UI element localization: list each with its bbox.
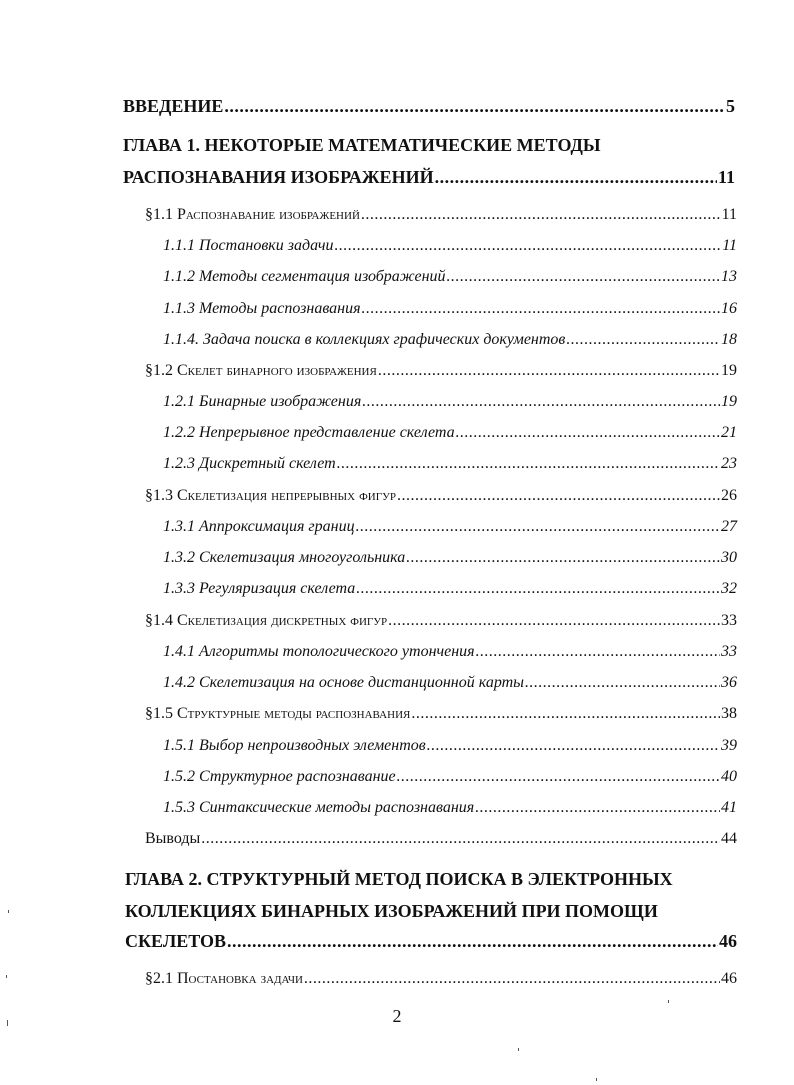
dot-leader [224,96,725,117]
toc-title: §1.5 Структурные методы распознавания [145,705,411,722]
toc-entry-1-3-3[interactable] [163,580,737,598]
toc-entry-conclusions[interactable] [145,830,737,848]
toc-title: 1.1.3 Методы распознавания [163,300,361,317]
dot-leader [456,424,720,442]
toc-page: 18 [721,331,737,348]
toc-title: СКЕЛЕТОВ [125,931,227,951]
dot-leader [378,362,720,380]
toc-page: 19 [721,362,737,379]
toc-chapter-1-heading: ГЛАВА 1. НЕКОТОРЫЕ МАТЕМАТИЧЕСКИЕ МЕТОДЫ [123,135,601,155]
toc-entry-1-3[interactable] [145,487,737,505]
toc-entry-chapter-1[interactable] [123,167,735,188]
toc-entry-introduction[interactable] [123,96,735,117]
toc-page: 16 [721,300,737,317]
toc-entry-1-1[interactable] [145,206,737,224]
toc-entry-1-3-2[interactable] [163,549,737,567]
scan-speck [596,1078,597,1081]
toc-title: 1.1.2 Методы сегментация изображений [163,268,446,285]
dot-leader [397,487,720,505]
toc-title: РАСПОЗНАВАНИЯ ИЗОБРАЖЕНИЙ [123,167,434,187]
toc-entry-1-2-1[interactable] [163,393,737,411]
toc-title: 1.3.1 Аппроксимация границ [163,518,355,535]
toc-title: ВВЕДЕНИЕ [123,96,224,116]
dot-leader [388,612,720,630]
toc-entry-1-3-1[interactable] [163,518,737,536]
toc-page: 11 [722,237,737,254]
toc-page: 19 [721,393,737,410]
dot-leader [356,518,720,536]
toc-title: 1.3.2 Скелетизация многоугольника [163,549,406,566]
toc-page: 36 [721,674,737,691]
toc-entry-1-2-2[interactable] [163,424,737,442]
toc-page: 46 [721,970,737,987]
dot-leader [356,580,720,598]
scan-speck [8,910,9,913]
toc-page: 11 [717,167,735,187]
toc-page: 21 [721,424,737,441]
toc-title: 1.4.1 Алгоритмы топологического утончения [163,643,475,660]
toc-page: 27 [721,518,737,535]
dot-leader [304,970,720,988]
toc-page: 13 [721,268,737,285]
dot-leader [337,455,720,473]
toc-page: 30 [721,549,737,566]
dot-leader [566,331,720,349]
toc-title: Выводы [145,830,201,847]
dot-leader [476,643,720,661]
dot-leader [227,931,718,952]
dot-leader [201,830,720,848]
toc-entry-1-5-2[interactable] [163,768,737,786]
toc-page: 26 [721,487,737,504]
toc-page: 40 [721,768,737,785]
toc-title: §1.1 Распознавание изображений [145,206,360,223]
toc-page: 23 [721,455,737,472]
toc-title: 1.1.1 Постановки задачи [163,237,334,254]
page-number: 2 [392,1006,402,1026]
toc-title: 1.5.2 Структурное распознавание [163,768,396,785]
toc-title: §1.4 Скелетизация дискретных фигур [145,612,388,629]
toc-title: 1.5.3 Синтаксические методы распознавания [163,799,475,816]
toc-entry-2-1[interactable] [145,970,737,988]
toc-entry-1-1-1[interactable] [163,237,737,255]
toc-page: 33 [721,612,737,629]
toc-title: 1.2.1 Бинарные изображения [163,393,362,410]
dot-leader [397,768,720,786]
toc-title: 1.2.3 Дискретный скелет [163,455,336,472]
toc-title: §2.1 Постановка задачи [145,970,303,987]
toc-page: 38 [721,705,737,722]
dot-leader [362,393,720,411]
toc-title: 1.4.2 Скелетизация на основе дистанционной карты [163,674,525,691]
toc-title: §1.3 Скелетизация непрерывных фигур [145,487,396,504]
toc-entry-1-5-3[interactable] [163,799,737,817]
scan-speck [668,1000,669,1003]
toc-page: 44 [721,830,737,847]
toc-page: 41 [721,799,737,816]
dot-leader [406,549,720,567]
toc-entry-1-4[interactable] [145,612,737,630]
toc-entry-1-1-3[interactable] [163,300,737,318]
toc-entry-1-4-2[interactable] [163,674,737,692]
toc-page: 32 [721,580,737,597]
scan-speck [518,1048,519,1051]
toc-entry-1-2-3[interactable] [163,455,737,473]
toc-page: 46 [719,931,737,951]
scan-speck [6,975,7,978]
toc-title: 1.5.1 Выбор непроизводных элементов [163,737,426,754]
toc-entry-1-4-1[interactable] [163,643,737,661]
toc-page: 11 [721,206,737,223]
toc-entry-1-1-4[interactable] [163,331,737,349]
toc-entry-1-5-1[interactable] [163,737,737,755]
toc-page: 33 [721,643,737,660]
toc-title: 1.1.4. Задача поиска в коллекциях графических документов [163,331,566,348]
toc-title: 1.2.2 Непрерывное представление скелета [163,424,455,441]
toc-entry-chapter-2[interactable] [125,931,737,952]
toc-title: §1.2 Скелет бинарного изображения [145,362,377,379]
toc-entry-1-5[interactable] [145,705,737,723]
dot-leader [525,674,720,692]
dot-leader [362,300,720,318]
dot-leader [427,737,720,755]
dot-leader [361,206,721,224]
scan-speck [7,1020,8,1026]
dot-leader [475,799,720,817]
dot-leader [411,705,720,723]
toc-entry-1-2[interactable] [145,362,737,380]
toc-chapter-2-heading-line-1: ГЛАВА 2. СТРУКТУРНЫЙ МЕТОД ПОИСКА В ЭЛЕКТРОННЫХ [125,869,673,889]
toc-chapter-2-heading-line-2: КОЛЛЕКЦИЯХ БИНАРНЫХ ИЗОБРАЖЕНИЙ ПРИ ПОМОЩИ [125,901,658,921]
toc-title: 1.3.3 Регуляризация скелета [163,580,356,597]
toc-page: 5 [726,96,735,116]
toc-entry-1-1-2[interactable] [163,268,737,286]
toc-page: 39 [721,737,737,754]
dot-leader [335,237,722,255]
dot-leader [435,167,717,188]
dot-leader [447,268,720,286]
